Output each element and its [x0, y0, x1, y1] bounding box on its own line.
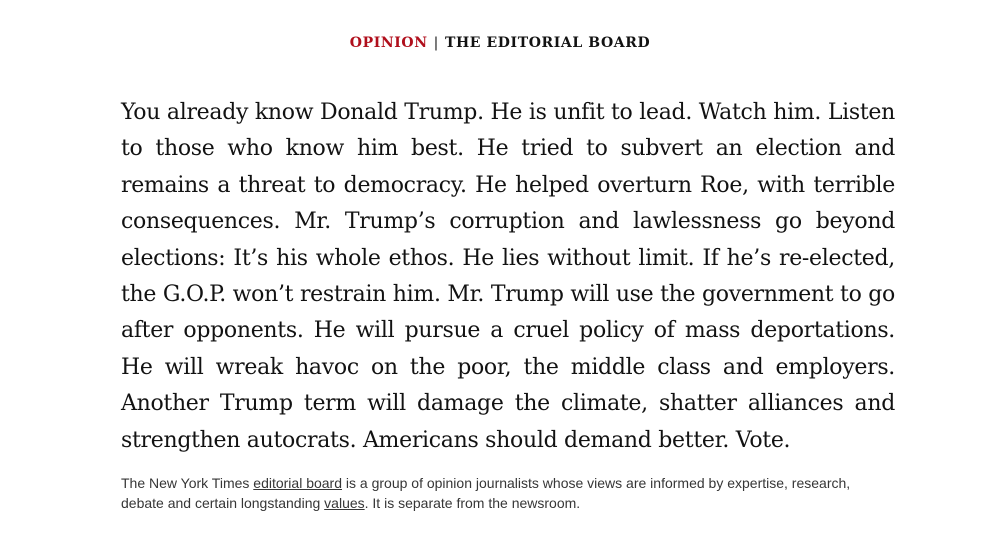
editorial-board-link[interactable]: editorial board	[253, 475, 343, 491]
footnote-text-middle: is a group of opinion journalists whose views are informed by expertise, research, debate and certain longstanding	[121, 475, 851, 511]
section-label-opinion[interactable]: OPINION	[349, 35, 428, 51]
editorial-board-disclaimer	[121, 473, 895, 513]
byline-editorial-board[interactable]: THE EDITORIAL BOARD	[444, 35, 651, 51]
footnote-text-before: The New York Times	[121, 475, 254, 491]
values-link[interactable]: values	[324, 495, 365, 511]
article-kicker	[0, 33, 1000, 53]
kicker-separator: |	[433, 35, 439, 51]
article-body: You already know Donald Trump. He is unfit to lead. Watch him. Listen to those who know him best. He tried to subvert an election and remains a threat to democracy. He helped overturn Roe, with terrible consequences. Mr. Trump’s corruption and lawlessness go beyond elections: It’s his whole ethos. He lies without limit. If he’s re-elected, the G.O.P. won’t restrain him. Mr. Trump will use the government to go after opponents. He will pursue a cruel policy of mass deportations. He will wreak havoc on the poor, the middle class and employers. Another Trump term will damage the climate, shatter alliances and strengthen autocrats. Americans should demand better. Vote.	[121, 100, 895, 453]
footnote-text-after: . It is separate from the newsroom.	[364, 495, 581, 511]
